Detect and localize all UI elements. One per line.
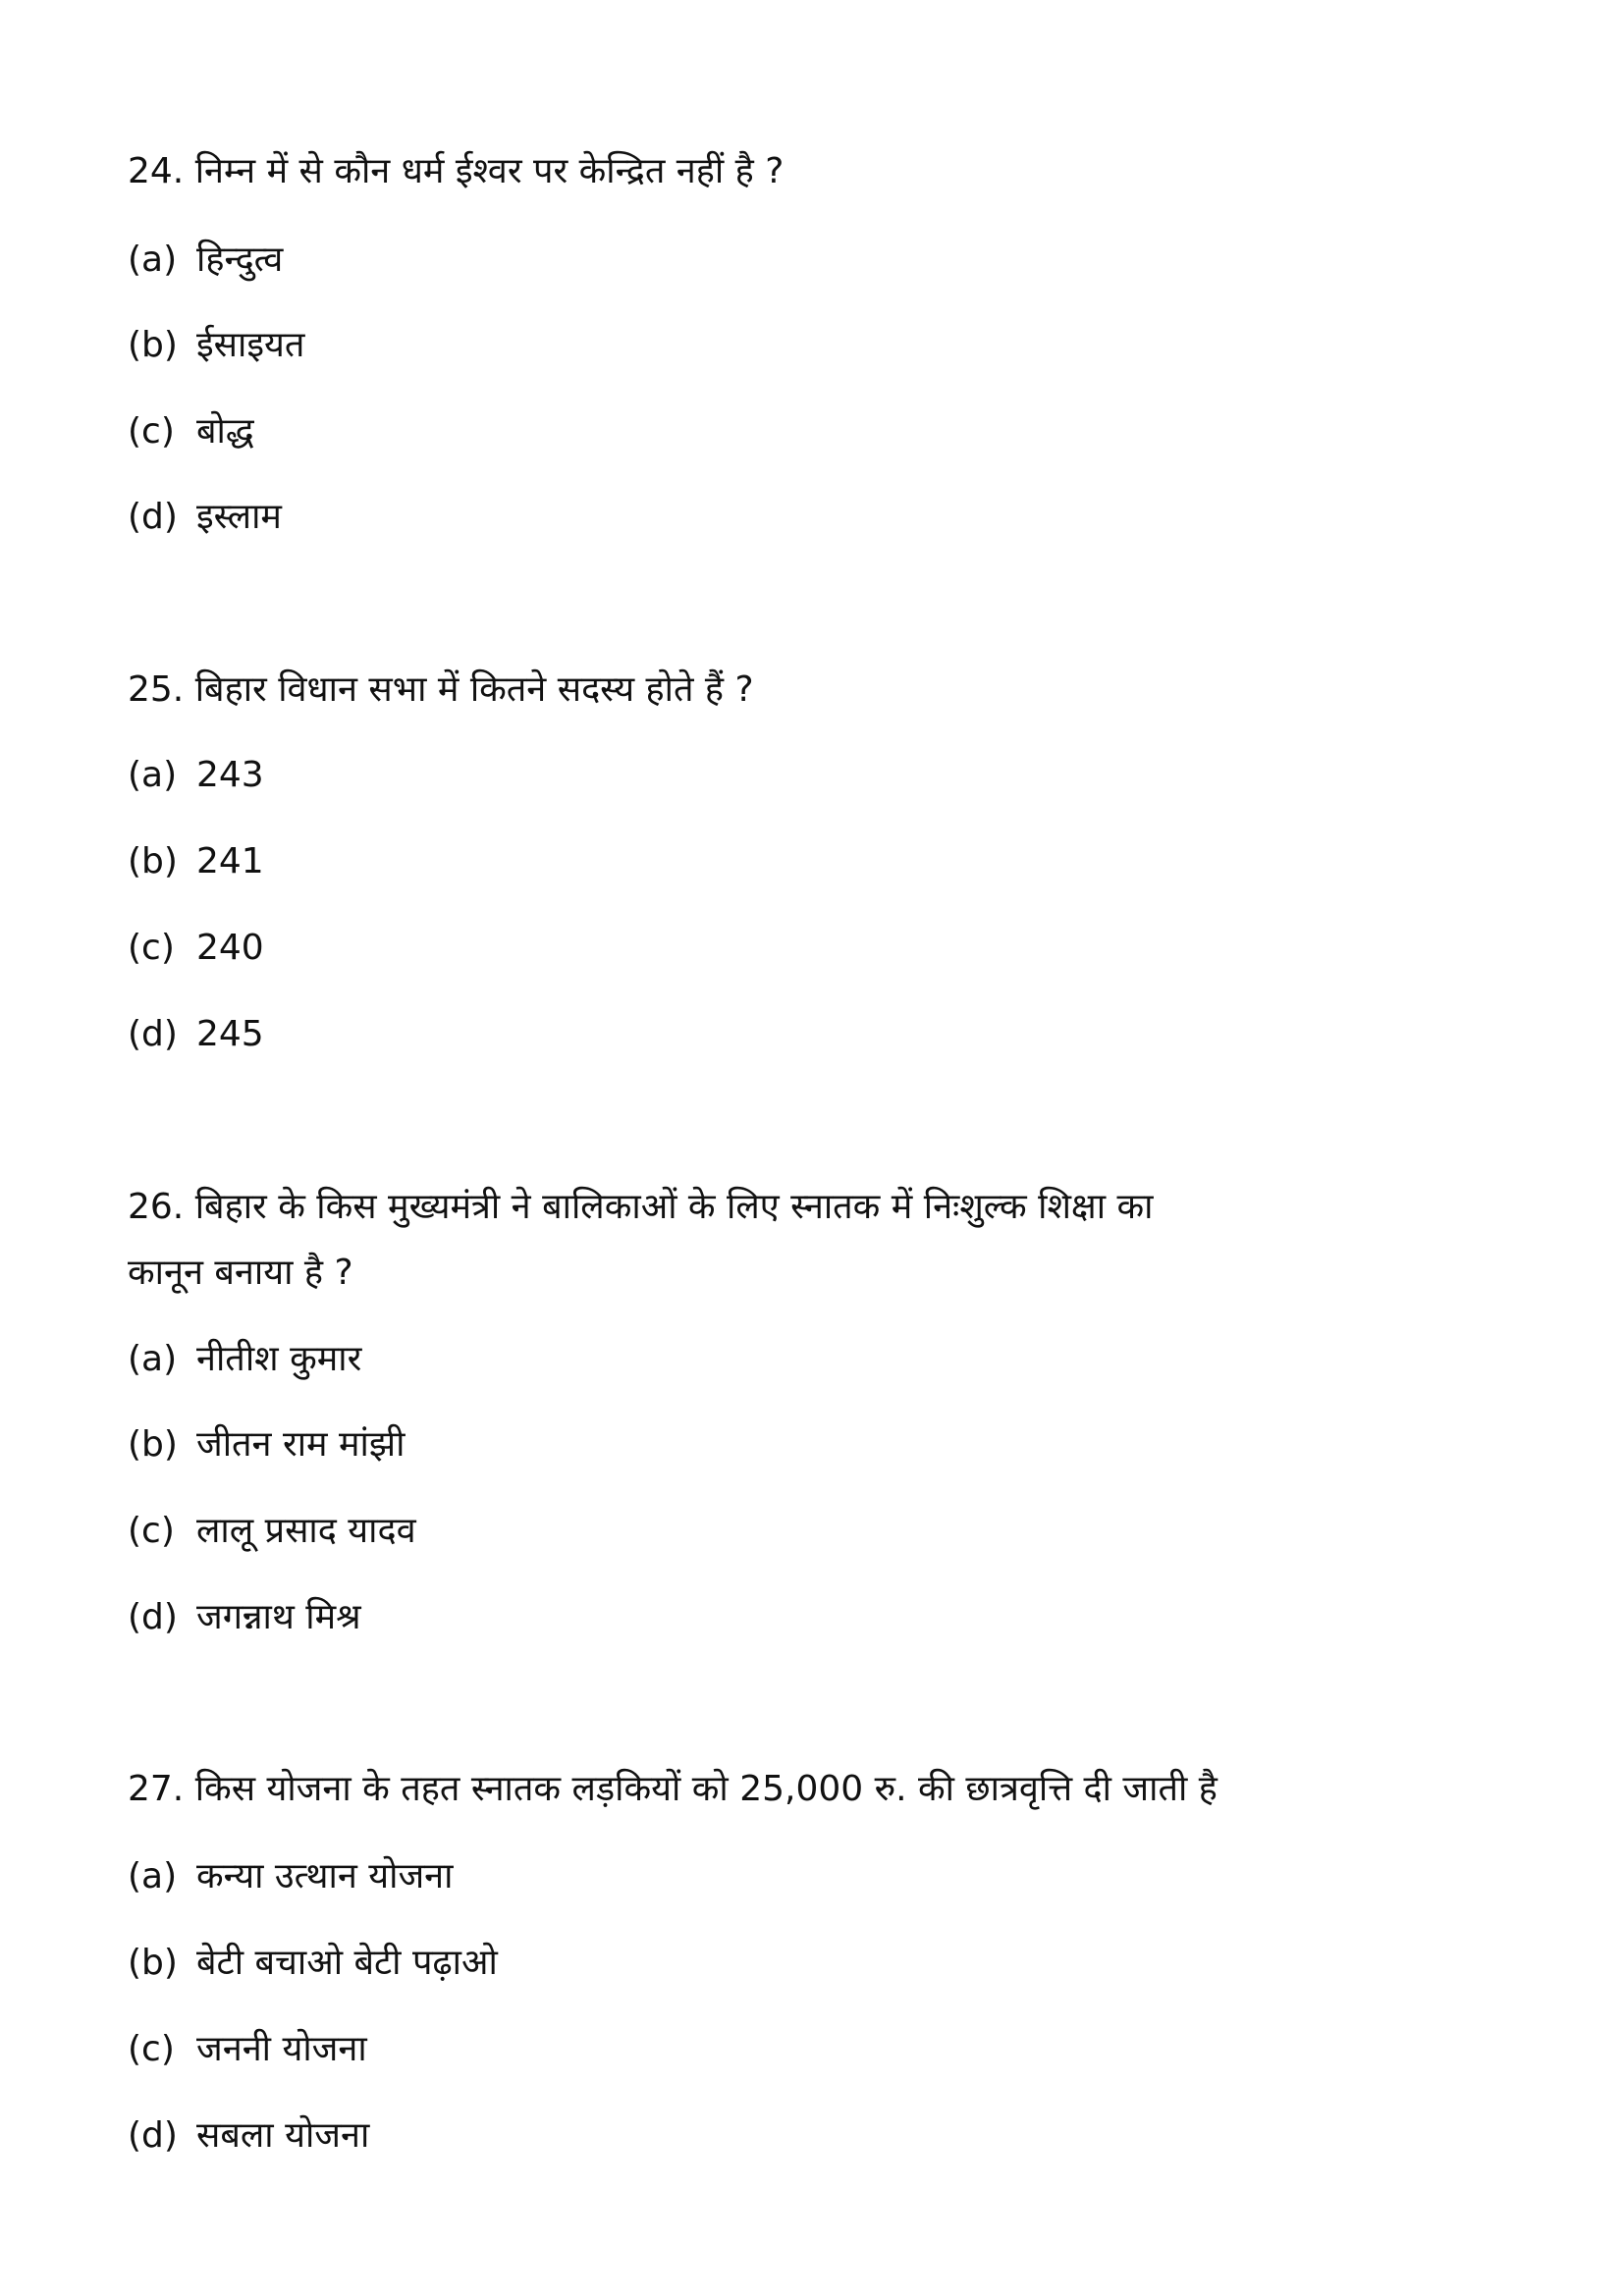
option-24-d — [128, 496, 282, 539]
option-25-b — [128, 840, 264, 883]
question-27 — [128, 1768, 1218, 1811]
option-label: (c) — [128, 1511, 175, 1551]
option-label: (b) — [128, 1943, 178, 1983]
option-label: (b) — [128, 1424, 178, 1465]
option-label: (c) — [128, 2029, 175, 2069]
option-label: (d) — [128, 1014, 178, 1054]
option-text: बेटी बचाओ बेटी पढ़ाओ — [196, 1943, 498, 1983]
option-text: जननी योजना — [196, 2029, 367, 2069]
question-26-line2 — [128, 1252, 353, 1295]
option-text: नीतीश कुमार — [196, 1339, 362, 1379]
option-25-a — [128, 754, 264, 797]
option-24-b — [128, 324, 304, 367]
option-text: 240 — [196, 928, 264, 968]
question-25 — [128, 668, 754, 712]
option-text: 243 — [196, 755, 264, 795]
option-label: (a) — [128, 1339, 178, 1379]
option-27-c — [128, 2028, 367, 2071]
option-text: सबला योजना — [196, 2115, 370, 2156]
option-26-d — [128, 1596, 361, 1639]
option-24-c — [128, 410, 254, 454]
question-number: 25. — [128, 669, 185, 710]
question-text: बिहार के किस मुख्यमंत्री ने बालिकाओं के लिए स्नातक में निःशुल्क शिक्षा का — [194, 1187, 1154, 1227]
option-text: जीतन राम मांझी — [196, 1424, 406, 1465]
option-label: (d) — [128, 2115, 178, 2156]
option-label: (b) — [128, 325, 178, 365]
option-label: (a) — [128, 1856, 178, 1896]
option-27-b — [128, 1942, 498, 1985]
option-text: लालू प्रसाद यादव — [196, 1511, 416, 1551]
option-label: (a) — [128, 755, 178, 795]
option-27-a — [128, 1855, 453, 1898]
question-text: किस योजना के तहत स्नातक लड़कियों को 25,000 रु. की छात्रवृत्ति दी जाती है — [194, 1769, 1218, 1809]
option-label: (b) — [128, 841, 178, 881]
option-label: (d) — [128, 1597, 178, 1637]
question-text-continued: कानून बनाया है ? — [128, 1253, 353, 1293]
option-26-a — [128, 1338, 361, 1381]
option-25-d — [128, 1013, 264, 1056]
option-text: बोद्ध — [196, 411, 254, 452]
question-26 — [128, 1186, 1153, 1229]
option-label: (c) — [128, 928, 175, 968]
option-text: इस्लाम — [196, 497, 282, 537]
option-text: कन्या उत्थान योजना — [196, 1856, 454, 1896]
option-text: 245 — [196, 1014, 264, 1054]
question-number: 27. — [128, 1769, 185, 1809]
question-number: 24. — [128, 151, 185, 191]
option-27-d — [128, 2114, 369, 2158]
option-label: (d) — [128, 497, 178, 537]
question-number: 26. — [128, 1187, 185, 1227]
option-label: (c) — [128, 411, 175, 452]
option-25-c — [128, 927, 264, 970]
option-text: 241 — [196, 841, 264, 881]
option-26-c — [128, 1510, 416, 1553]
question-text: बिहार विधान सभा में कितने सदस्य होते हैं ? — [194, 669, 754, 710]
option-24-a — [128, 239, 283, 282]
option-text: जगन्नाथ मिश्र — [196, 1597, 361, 1637]
question-24 — [128, 150, 784, 193]
option-26-b — [128, 1423, 405, 1467]
option-text: हिन्दुत्व — [196, 240, 284, 280]
option-label: (a) — [128, 240, 178, 280]
option-text: ईसाइयत — [196, 325, 305, 365]
question-text: निम्न में से कौन धर्म ईश्वर पर केन्द्रित नहीं है ? — [194, 151, 785, 191]
